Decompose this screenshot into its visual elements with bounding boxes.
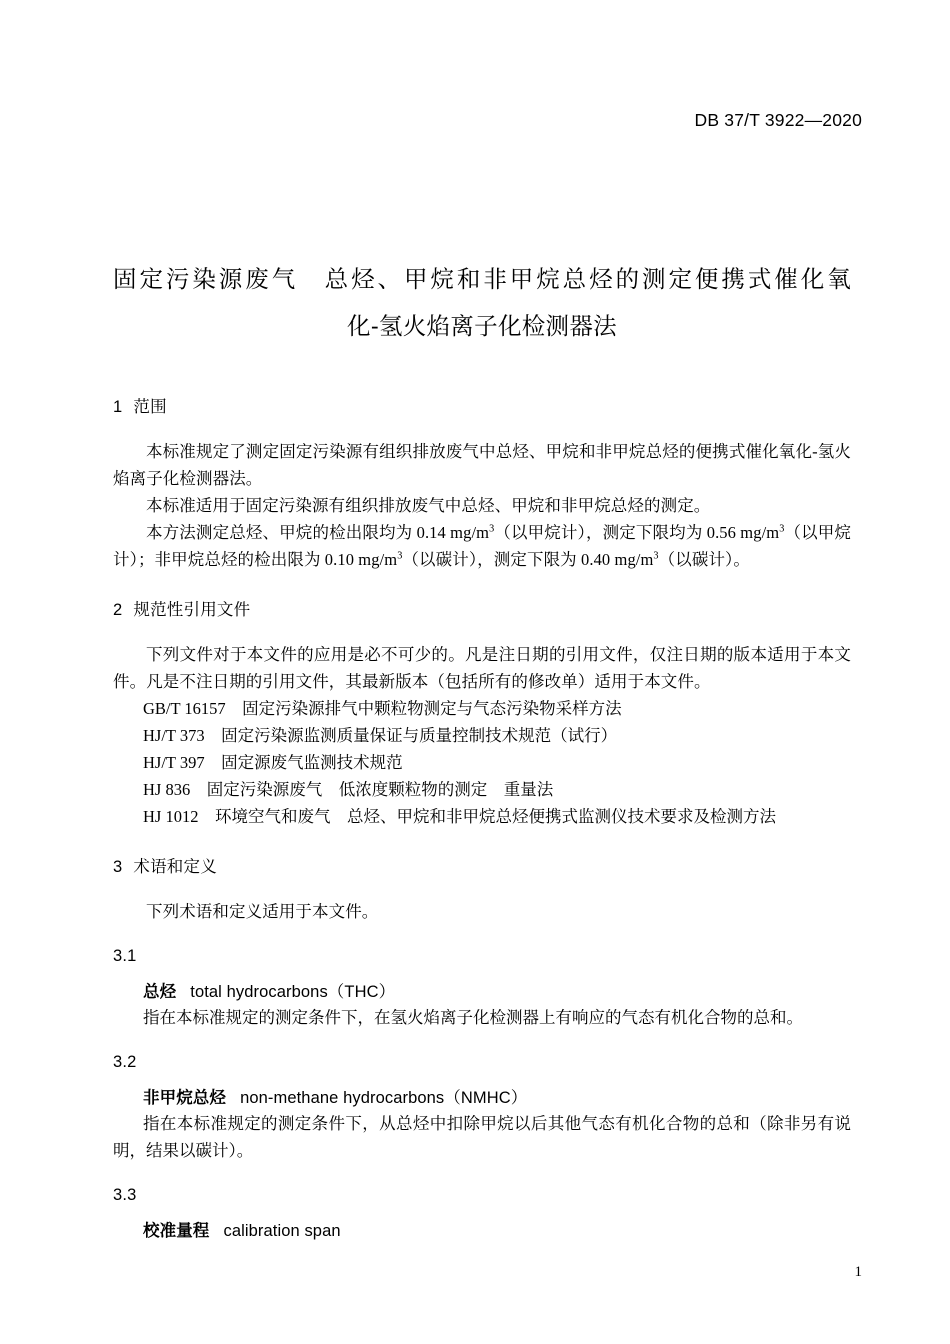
document-title: [113, 256, 851, 350]
reference-item: HJ/T 397 固定源废气监测技术规范: [143, 753, 403, 772]
term-name-cn: 总烃: [143, 983, 177, 1001]
section-3-paragraph-1: 下列术语和定义适用于本文件。: [146, 902, 379, 921]
running-header-standard-code: DB 37/T 3922—2020: [694, 110, 862, 130]
normative-references-list: [113, 695, 851, 830]
basis-carbon-2: （以碳计）: [658, 550, 734, 569]
section-heading-3: [113, 856, 851, 878]
unit-mg-per-m3: mg/m: [740, 523, 780, 542]
superscript-3: 3: [489, 523, 495, 535]
term-name-cn: 非甲烷总烃: [143, 1089, 226, 1107]
term-name-en: total hydrocarbons（THC）: [190, 983, 396, 1001]
reference-item: HJ/T 373 固定污染源监测质量保证与质量控制技术规范（试行）: [143, 726, 618, 745]
basis-carbon-1: （以碳计）: [402, 550, 478, 569]
term-name-cn: 校准量程: [143, 1222, 210, 1240]
unit-mg-per-m3: mg/m: [450, 523, 490, 542]
unit-mg-per-m3: mg/m: [614, 550, 654, 569]
value-nmhc-lower-limit: 0.40: [581, 550, 611, 569]
section-number-1: 1: [113, 398, 123, 416]
reference-item: HJ 1012 环境空气和废气 总烃、甲烷和非甲烷总烃便携式监测仪技术要求及检测方法: [143, 807, 776, 826]
term-name-en: calibration span: [223, 1222, 341, 1240]
term-definition-nmhc: 指在本标准规定的测定条件下，从总烃中扣除甲烷以后其他气态有机化合物的总和（除非另有说明，结果以碳计）。: [113, 1114, 851, 1160]
value-thc-lower-limit: 0.56: [706, 523, 737, 542]
section-number-2: 2: [113, 601, 123, 619]
section-heading-2: [113, 599, 851, 621]
section-number-3: 3: [113, 858, 123, 876]
section-1-paragraph-2: 本标准适用于固定污染源有组织排放废气中总烃、甲烷和非甲烷总烃的测定。: [146, 496, 711, 515]
document-title-line-1: 固定污染源废气 总烃、甲烷和非甲烷总烃的测定便携式催化氧: [113, 266, 851, 292]
section-title-1: 范围: [133, 398, 167, 416]
value-nmhc-detection-limit: 0.10: [324, 550, 355, 569]
unit-mg-per-m3: mg/m: [358, 550, 398, 569]
term-definition-thc: 指在本标准规定的测定条件下，在氢火焰离子化检测器上有响应的气态有机化合物的总和。: [143, 1008, 803, 1027]
term-name-en: non-methane hydrocarbons（NMHC）: [240, 1089, 528, 1107]
reference-item: HJ 836 固定污染源废气 低浓度颗粒物的测定 重量法: [143, 780, 554, 799]
section-1-detection-limits: 本方法测定总烃、甲烷的检出限均为 0.14 $mg/m^3$（以甲烷计），测定下限均为 0.56 $mg/m^3$（以甲烷计）；非甲烷总烃的检出限为 0.10 $mg/m^3$（以碳计），测定下限为 0.40 $mg/m^3$（以碳计）。: [113, 523, 851, 569]
term-heading-thc: [113, 980, 851, 1004]
basis-methane-2: （以甲烷计）: [113, 523, 851, 569]
term-heading-calibration-span: [113, 1219, 851, 1243]
reference-item: GB/T 16157 固定污染源排气中颗粒物测定与气态污染物采样方法: [143, 699, 622, 718]
term-heading-nmhc: [113, 1086, 851, 1110]
section-heading-1: [113, 396, 851, 418]
document-body: [113, 396, 851, 1243]
clause-number-3-3: 3.3: [113, 1186, 137, 1204]
clause-number-3-1: 3.1: [113, 947, 137, 965]
section-title-2: 规范性引用文件: [133, 601, 251, 619]
superscript-3: 3: [397, 550, 403, 562]
section-1-paragraph-1: 本标准规定了测定固定污染源有组织排放废气中总烃、甲烷和非甲烷总烃的便携式催化氧化-氢火焰离子化检测器法。: [113, 442, 851, 488]
superscript-3: 3: [779, 523, 785, 535]
section-2-paragraph-1: 下列文件对于本文件的应用是必不可少的。凡是注日期的引用文件，仅注日期的版本适用于本文件。凡是不注日期的引用文件，其最新版本（包括所有的修改单）适用于本文件。: [113, 645, 851, 691]
document-title-line-2: 化-氢火焰离子化检测器法: [347, 313, 617, 339]
clause-number-3-2: 3.2: [113, 1053, 137, 1071]
value-thc-detection-limit: 0.14: [416, 523, 446, 542]
section-title-3: 术语和定义: [133, 858, 217, 876]
page-number: 1: [854, 1264, 862, 1280]
basis-methane-1: （以甲烷计）: [494, 523, 586, 542]
superscript-3: 3: [653, 550, 659, 562]
